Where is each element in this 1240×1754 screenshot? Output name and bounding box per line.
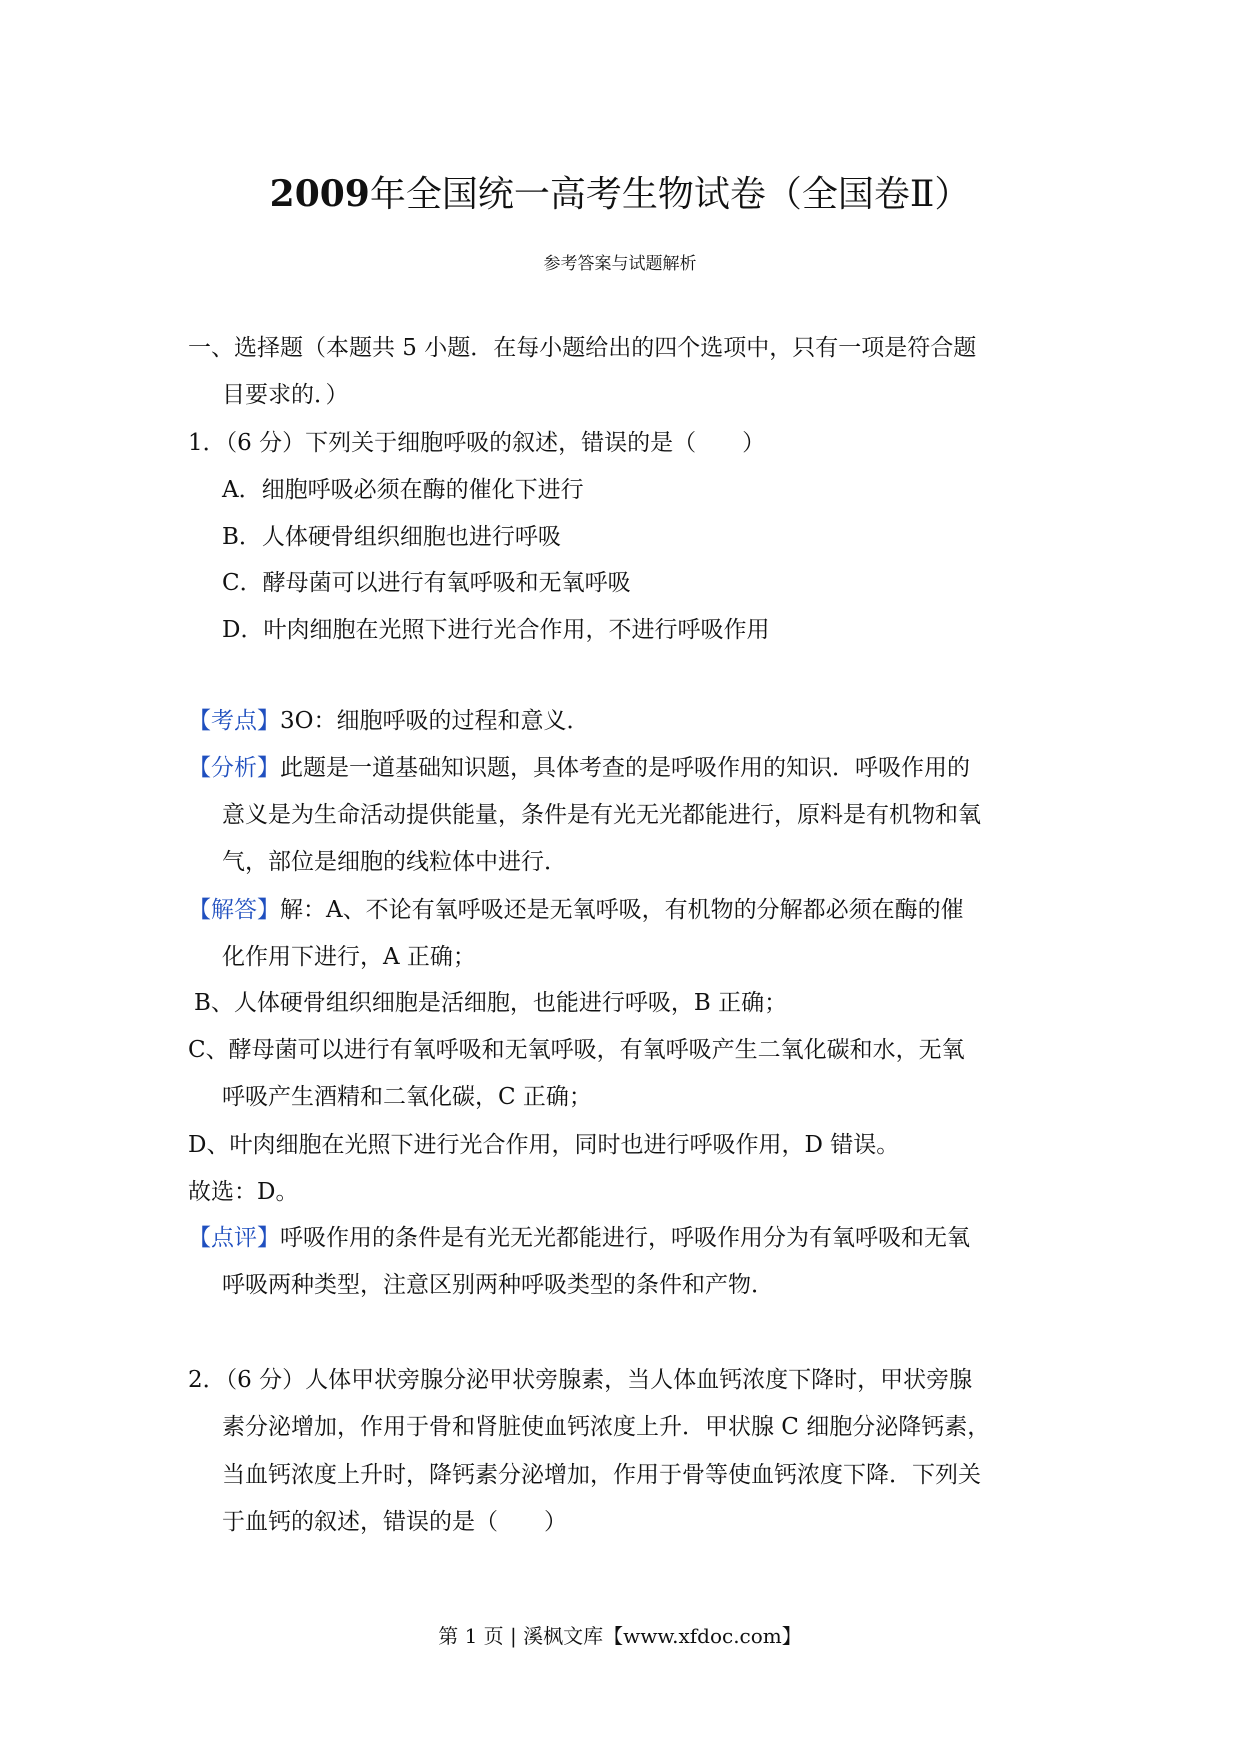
jieda-line-2: 化作用下进行，A 正确；	[222, 944, 476, 970]
question-1-option-b: B．人体硬骨组织细胞也进行呼吸	[222, 524, 561, 550]
kaodian-text: 3O：细胞呼吸的过程和意义．	[280, 708, 590, 734]
fenxi-line-1	[188, 753, 1068, 783]
question-1-option-d: D．叶肉细胞在光照下进行光合作用，不进行呼吸作用	[222, 617, 770, 643]
dianping-line-1	[188, 1223, 1068, 1253]
section-heading-cont: 目要求的．）	[222, 382, 349, 408]
title-text: 年全国统一高考生物试卷（全国卷Ⅱ）	[369, 174, 971, 215]
jieda-text-1: 解：A、不论有氧呼吸还是无氧呼吸，有机物的分解都必须在酶的催	[280, 897, 964, 923]
title-year: 2009	[269, 173, 370, 215]
answer-line: 故选：D。	[188, 1179, 299, 1205]
dianping-text-1: 呼吸作用的条件是有光无光都能进行，呼吸作用分为有氧呼吸和无氧	[280, 1225, 970, 1251]
jieda-line-b: B、人体硬骨组织细胞是活细胞，也能进行呼吸，B 正确；	[194, 990, 788, 1016]
jieda-label: 【解答】	[188, 897, 280, 923]
fenxi-line-2: 意义是为生命活动提供能量，条件是有光无光都能进行，原料是有机物和氧	[222, 802, 981, 828]
page-subtitle: 参考答案与试题解析	[543, 254, 697, 274]
fenxi-label: 【分析】	[188, 755, 280, 781]
question-2-line-2: 素分泌增加，作用于骨和肾脏使血钙浓度上升．甲状腺 C 细胞分泌降钙素，	[222, 1414, 991, 1440]
question-2-line-4: 于血钙的叙述，错误的是（ ）	[222, 1509, 567, 1535]
question-2-line-1: 2．（6 分）人体甲状旁腺分泌甲状旁腺素，当人体血钙浓度下降时，甲状旁腺	[188, 1367, 973, 1393]
fenxi-line-3: 气，部位是细胞的线粒体中进行．	[222, 849, 567, 875]
fenxi-text-1: 此题是一道基础知识题，具体考查的是呼吸作用的知识．呼吸作用的	[280, 755, 970, 781]
jieda-line-c2: 呼吸产生酒精和二氧化碳，C 正确；	[222, 1084, 592, 1110]
page-footer: 第 1 页 | 溪枫文库【www.xfdoc.com】	[438, 1624, 802, 1648]
dianping-line-2: 呼吸两种类型，注意区别两种呼吸类型的条件和产物．	[222, 1272, 774, 1298]
page-title	[0, 170, 1240, 219]
question-1-option-a: A．细胞呼吸必须在酶的催化下进行	[222, 477, 584, 503]
question-2-line-3: 当血钙浓度上升时，降钙素分泌增加，作用于骨等使血钙浓度下降．下列关	[222, 1462, 981, 1488]
question-1-stem: 1．（6 分）下列关于细胞呼吸的叙述，错误的是（ ）	[188, 430, 766, 456]
question-1-option-c: C．酵母菌可以进行有氧呼吸和无氧呼吸	[222, 570, 631, 596]
section-heading: 一、选择题（本题共 5 小题．在每小题给出的四个选项中，只有一项是符合题	[188, 335, 977, 361]
jieda-line-c1: C、酵母菌可以进行有氧呼吸和无氧呼吸，有氧呼吸产生二氧化碳和水，无氧	[188, 1037, 965, 1063]
dianping-label: 【点评】	[188, 1225, 280, 1251]
kaodian-line	[188, 706, 1068, 736]
jieda-line-1	[188, 895, 1068, 925]
kaodian-label: 【考点】	[188, 708, 280, 734]
jieda-line-d: D、叶肉细胞在光照下进行光合作用，同时也进行呼吸作用，D 错误。	[188, 1132, 900, 1158]
